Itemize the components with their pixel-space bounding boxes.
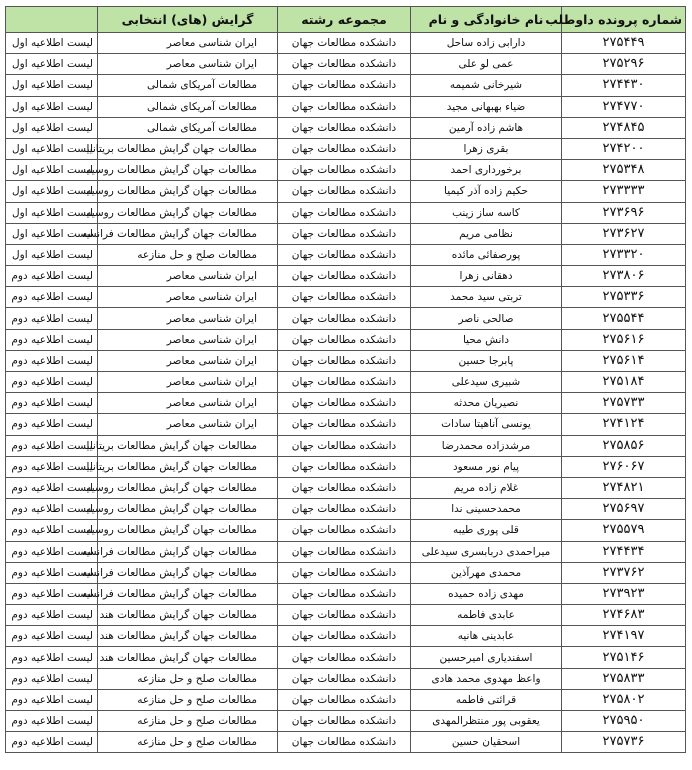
cell-full-name: قرائتی فاطمه [411,689,562,710]
cell-list-status: لیست اطلاعیه دوم [6,647,98,668]
table-row [6,33,686,54]
cell-selected-track: مطالعات جهان گرایش مطالعات هند [98,605,278,626]
cell-file-number: ۲۷۳۶۹۶ [562,202,686,223]
cell-field-group: دانشکده مطالعات جهان [278,520,411,541]
cell-file-number: ۲۷۴۸۴۵ [562,117,686,138]
cell-file-number: ۲۷۵۹۵۰ [562,711,686,732]
cell-selected-track: ایران شناسی معاصر [98,266,278,287]
table-row [6,647,686,668]
cell-field-group: دانشکده مطالعات جهان [278,308,411,329]
table-row [6,456,686,477]
cell-selected-track: مطالعات آمریکای شمالی [98,96,278,117]
cell-field-group: دانشکده مطالعات جهان [278,562,411,583]
table-row [6,520,686,541]
table-body [6,33,686,753]
cell-file-number: ۲۷۵۸۳۳ [562,668,686,689]
table-row [6,562,686,583]
cell-full-name: پابرجا حسین [411,350,562,371]
cell-list-status: لیست اطلاعیه اول [6,54,98,75]
results-sheet [5,6,685,753]
cell-file-number: ۲۷۴۶۸۳ [562,605,686,626]
cell-file-number: ۲۷۳۷۶۲ [562,562,686,583]
cell-list-status: لیست اطلاعیه دوم [6,689,98,710]
cell-full-name: پیام نور مسعود [411,456,562,477]
cell-field-group: دانشکده مطالعات جهان [278,117,411,138]
cell-file-number: ۲۷۳۸۰۶ [562,266,686,287]
cell-full-name: پورصفائی مائده [411,244,562,265]
cell-list-status: لیست اطلاعیه دوم [6,308,98,329]
table-row [6,711,686,732]
cell-list-status: لیست اطلاعیه دوم [6,329,98,350]
header-row [6,7,686,33]
cell-list-status: لیست اطلاعیه اول [6,96,98,117]
cell-list-status: لیست اطلاعیه دوم [6,562,98,583]
cell-field-group: دانشکده مطالعات جهان [278,33,411,54]
header-list [6,7,98,33]
table-row [6,372,686,393]
cell-full-name: مرشدزاده محمدرضا [411,435,562,456]
cell-field-group: دانشکده مطالعات جهان [278,372,411,393]
cell-file-number: ۲۷۴۸۲۱ [562,477,686,498]
cell-list-status: لیست اطلاعیه دوم [6,626,98,647]
cell-full-name: غلام زاده مریم [411,477,562,498]
cell-selected-track: مطالعات صلح و حل منازعه [98,668,278,689]
cell-selected-track: مطالعات جهان گرایش مطالعات روسیه [98,477,278,498]
cell-full-name: صالحی ناصر [411,308,562,329]
cell-list-status: لیست اطلاعیه اول [6,33,98,54]
cell-selected-track: مطالعات صلح و حل منازعه [98,732,278,753]
cell-file-number: ۲۷۴۴۳۰ [562,75,686,96]
cell-full-name: یعقوبی پور منتظرالمهدی [411,711,562,732]
cell-file-number: ۲۷۵۸۵۶ [562,435,686,456]
cell-full-name: محمدحسینی ندا [411,499,562,520]
cell-field-group: دانشکده مطالعات جهان [278,54,411,75]
header-file-number: شماره پرونده داوطلب [562,7,686,33]
cell-file-number: ۲۷۵۳۳۶ [562,287,686,308]
cell-field-group: دانشکده مطالعات جهان [278,393,411,414]
cell-list-status: لیست اطلاعیه دوم [6,711,98,732]
cell-list-status: لیست اطلاعیه دوم [6,372,98,393]
cell-list-status: لیست اطلاعیه دوم [6,499,98,520]
cell-list-status: لیست اطلاعیه دوم [6,668,98,689]
cell-field-group: دانشکده مطالعات جهان [278,711,411,732]
table-row [6,414,686,435]
cell-field-group: دانشکده مطالعات جهان [278,202,411,223]
header-field-group: مجموعه رشته [278,7,411,33]
cell-selected-track: ایران شناسی معاصر [98,33,278,54]
cell-file-number: ۲۷۵۷۳۳ [562,393,686,414]
cell-full-name: مهدی زاده حمیده [411,583,562,604]
cell-field-group: دانشکده مطالعات جهان [278,329,411,350]
table-row [6,732,686,753]
cell-file-number: ۲۷۵۱۸۴ [562,372,686,393]
cell-full-name: میراحمدی دربابسری سیدعلی [411,541,562,562]
cell-list-status: لیست اطلاعیه دوم [6,435,98,456]
cell-selected-track: مطالعات آمریکای شمالی [98,75,278,96]
cell-field-group: دانشکده مطالعات جهان [278,435,411,456]
table-row [6,202,686,223]
cell-full-name: نصیریان محدثه [411,393,562,414]
table-row [6,583,686,604]
cell-selected-track: مطالعات جهان گرایش مطالعات بریتانیا [98,435,278,456]
cell-list-status: لیست اطلاعیه اول [6,202,98,223]
cell-selected-track: ایران شناسی معاصر [98,287,278,308]
cell-full-name: کاسه ساز زینب [411,202,562,223]
cell-full-name: دارابی زاده ساحل [411,33,562,54]
cell-file-number: ۲۷۵۴۴۹ [562,33,686,54]
table-row [6,477,686,498]
table-row [6,668,686,689]
cell-full-name: اسفندیاری امیرحسین [411,647,562,668]
cell-selected-track: ایران شناسی معاصر [98,329,278,350]
table-row [6,117,686,138]
cell-selected-track: ایران شناسی معاصر [98,308,278,329]
cell-list-status: لیست اطلاعیه دوم [6,456,98,477]
cell-list-status: لیست اطلاعیه دوم [6,287,98,308]
cell-file-number: ۲۷۳۳۲۰ [562,244,686,265]
cell-full-name: دهقانی زهرا [411,266,562,287]
cell-list-status: لیست اطلاعیه دوم [6,266,98,287]
table-row [6,626,686,647]
cell-file-number: ۲۷۵۶۹۷ [562,499,686,520]
table-row [6,54,686,75]
cell-full-name: بقری زهرا [411,138,562,159]
cell-selected-track: مطالعات جهان گرایش مطالعات هند [98,626,278,647]
cell-file-number: ۲۷۵۱۴۶ [562,647,686,668]
cell-selected-track: مطالعات جهان گرایش مطالعات بریتانیا [98,138,278,159]
cell-full-name: یونسی آناهیتا سادات [411,414,562,435]
cell-field-group: دانشکده مطالعات جهان [278,244,411,265]
cell-full-name: اسحقیان حسین [411,732,562,753]
cell-field-group: دانشکده مطالعات جهان [278,668,411,689]
cell-field-group: دانشکده مطالعات جهان [278,732,411,753]
cell-file-number: ۲۷۵۵۷۹ [562,520,686,541]
cell-list-status: لیست اطلاعیه اول [6,138,98,159]
cell-list-status: لیست اطلاعیه اول [6,117,98,138]
cell-list-status: لیست اطلاعیه اول [6,244,98,265]
cell-file-number: ۲۷۴۱۹۷ [562,626,686,647]
cell-selected-track: مطالعات جهان گرایش مطالعات هند [98,647,278,668]
cell-field-group: دانشکده مطالعات جهان [278,96,411,117]
cell-field-group: دانشکده مطالعات جهان [278,266,411,287]
cell-file-number: ۲۷۴۷۷۰ [562,96,686,117]
cell-field-group: دانشکده مطالعات جهان [278,181,411,202]
cell-selected-track: ایران شناسی معاصر [98,54,278,75]
cell-selected-track: مطالعات جهان گرایش مطالعات فرانسه [98,223,278,244]
cell-selected-track: مطالعات جهان گرایش مطالعات فرانسه [98,583,278,604]
cell-field-group: دانشکده مطالعات جهان [278,350,411,371]
cell-field-group: دانشکده مطالعات جهان [278,647,411,668]
cell-field-group: دانشکده مطالعات جهان [278,414,411,435]
cell-selected-track: مطالعات جهان گرایش مطالعات روسیه [98,181,278,202]
cell-list-status: لیست اطلاعیه اول [6,223,98,244]
cell-file-number: ۲۷۳۶۲۷ [562,223,686,244]
cell-selected-track: مطالعات جهان گرایش مطالعات روسیه [98,202,278,223]
table-row [6,75,686,96]
table-row [6,689,686,710]
cell-file-number: ۲۷۳۹۲۳ [562,583,686,604]
cell-list-status: لیست اطلاعیه اول [6,160,98,181]
cell-list-status: لیست اطلاعیه اول [6,181,98,202]
cell-selected-track: مطالعات آمریکای شمالی [98,117,278,138]
cell-file-number: ۲۷۳۳۳۳ [562,181,686,202]
cell-selected-track: ایران شناسی معاصر [98,393,278,414]
cell-selected-track: مطالعات جهان گرایش مطالعات بریتانیا [98,456,278,477]
cell-field-group: دانشکده مطالعات جهان [278,626,411,647]
cell-full-name: دانش محیا [411,329,562,350]
table-row [6,308,686,329]
header-full-name: نام خانوادگی و نام [411,7,562,33]
cell-list-status: لیست اطلاعیه اول [6,75,98,96]
cell-full-name: برخورداری احمد [411,160,562,181]
table-row [6,266,686,287]
cell-file-number: ۲۷۵۷۳۶ [562,732,686,753]
cell-selected-track: ایران شناسی معاصر [98,414,278,435]
cell-file-number: ۲۷۴۲۰۰ [562,138,686,159]
cell-file-number: ۲۷۵۶۱۶ [562,329,686,350]
table-row [6,96,686,117]
cell-field-group: دانشکده مطالعات جهان [278,689,411,710]
cell-file-number: ۲۷۵۵۴۴ [562,308,686,329]
cell-full-name: ضیاء بهبهانی مجید [411,96,562,117]
cell-list-status: لیست اطلاعیه دوم [6,414,98,435]
table-row [6,287,686,308]
table-row [6,160,686,181]
cell-file-number: ۲۷۵۳۴۸ [562,160,686,181]
cell-full-name: هاشم زاده آرمین [411,117,562,138]
cell-selected-track: مطالعات جهان گرایش مطالعات روسیه [98,499,278,520]
cell-field-group: دانشکده مطالعات جهان [278,287,411,308]
table-row [6,499,686,520]
cell-field-group: دانشکده مطالعات جهان [278,138,411,159]
cell-list-status: لیست اطلاعیه دوم [6,393,98,414]
table-row [6,393,686,414]
table-row [6,329,686,350]
admission-results-table [5,6,686,753]
cell-selected-track: مطالعات صلح و حل منازعه [98,711,278,732]
cell-list-status: لیست اطلاعیه دوم [6,732,98,753]
table-header [6,7,686,33]
cell-list-status: لیست اطلاعیه دوم [6,583,98,604]
cell-list-status: لیست اطلاعیه دوم [6,541,98,562]
cell-list-status: لیست اطلاعیه دوم [6,350,98,371]
cell-field-group: دانشکده مطالعات جهان [278,583,411,604]
cell-field-group: دانشکده مطالعات جهان [278,605,411,626]
table-row [6,223,686,244]
header-selected-tracks: گرایش (های) انتخابی [98,7,278,33]
cell-field-group: دانشکده مطالعات جهان [278,456,411,477]
cell-file-number: ۲۷۴۴۳۴ [562,541,686,562]
cell-list-status: لیست اطلاعیه دوم [6,477,98,498]
table-row [6,181,686,202]
cell-field-group: دانشکده مطالعات جهان [278,499,411,520]
cell-selected-track: مطالعات صلح و حل منازعه [98,689,278,710]
cell-field-group: دانشکده مطالعات جهان [278,541,411,562]
cell-full-name: تربتی سید محمد [411,287,562,308]
cell-selected-track: مطالعات جهان گرایش مطالعات روسیه [98,160,278,181]
cell-full-name: حکیم زاده آذر کیمیا [411,181,562,202]
table-row [6,435,686,456]
cell-file-number: ۲۷۵۲۹۶ [562,54,686,75]
cell-selected-track: مطالعات جهان گرایش مطالعات روسیه [98,520,278,541]
cell-file-number: ۲۷۵۶۱۴ [562,350,686,371]
table-row [6,244,686,265]
cell-full-name: عمی لو علی [411,54,562,75]
cell-list-status: لیست اطلاعیه دوم [6,605,98,626]
cell-full-name: عابدینی هانیه [411,626,562,647]
cell-selected-track: مطالعات جهان گرایش مطالعات فرانسه [98,541,278,562]
cell-full-name: واعظ مهدوی محمد هادی [411,668,562,689]
table-row [6,138,686,159]
cell-selected-track: مطالعات جهان گرایش مطالعات فرانسه [98,562,278,583]
cell-selected-track: ایران شناسی معاصر [98,350,278,371]
cell-full-name: نظامی مریم [411,223,562,244]
cell-file-number: ۲۷۵۸۰۲ [562,689,686,710]
cell-selected-track: مطالعات صلح و حل منازعه [98,244,278,265]
cell-field-group: دانشکده مطالعات جهان [278,160,411,181]
cell-full-name: محمدی مهرآذین [411,562,562,583]
cell-field-group: دانشکده مطالعات جهان [278,477,411,498]
table-row [6,541,686,562]
cell-field-group: دانشکده مطالعات جهان [278,223,411,244]
cell-file-number: ۲۷۴۱۲۴ [562,414,686,435]
cell-full-name: شبیری سیدعلی [411,372,562,393]
cell-list-status: لیست اطلاعیه دوم [6,520,98,541]
cell-full-name: عابدی فاطمه [411,605,562,626]
cell-full-name: قلی پوری طیبه [411,520,562,541]
table-row [6,350,686,371]
cell-file-number: ۲۷۶۰۶۷ [562,456,686,477]
cell-selected-track: ایران شناسی معاصر [98,372,278,393]
cell-field-group: دانشکده مطالعات جهان [278,75,411,96]
table-row [6,605,686,626]
cell-full-name: شیرخانی شمیمه [411,75,562,96]
